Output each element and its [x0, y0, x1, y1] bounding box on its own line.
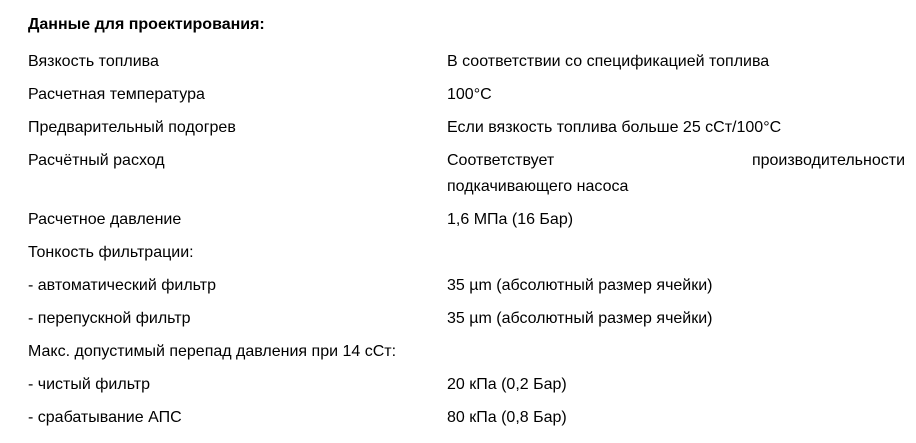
spec-value: 20 кПа (0,2 Бар): [447, 376, 567, 393]
spec-value: 100°C: [447, 86, 492, 103]
spec-label: Тонкость фильтрации:: [28, 244, 194, 261]
spec-row-clean-filter: [28, 372, 905, 398]
spec-label: Расчётный расход: [28, 152, 165, 169]
spec-label: - перепускной фильтр: [28, 310, 191, 327]
spec-row-filtration-fineness-header: [28, 240, 905, 266]
spec-label: Расчетное давление: [28, 211, 182, 228]
spec-value: 35 µm (абсолютный размер ячейки): [447, 310, 713, 327]
spec-value: [447, 240, 905, 266]
spec-value: [447, 339, 905, 365]
spec-label: - срабатывание АПС: [28, 409, 182, 426]
spec-value: [447, 148, 905, 200]
spec-row-fuel-viscosity: [28, 49, 905, 75]
spec-label: Вязкость топлива: [28, 53, 159, 70]
spec-value: 1,6 МПа (16 Бар): [447, 211, 574, 228]
spec-value-line2: подкачивающего насоса: [447, 178, 629, 195]
spec-row-design-temperature: [28, 82, 905, 108]
spec-row-preheating: [28, 115, 905, 141]
spec-label: Макс. допустимый перепад давления при 14 сСт:: [28, 343, 397, 360]
spec-row-automatic-filter: [28, 273, 905, 299]
spec-row-max-pressure-drop-header: [28, 339, 905, 365]
spec-label: Предварительный подогрев: [28, 119, 236, 136]
spec-value-word: Соответствует: [447, 152, 555, 169]
spec-value-justified-line: [447, 148, 905, 174]
spec-row-design-pressure: [28, 207, 905, 233]
spec-value: 80 кПа (0,8 Бар): [447, 409, 567, 426]
spec-row-design-flow: [28, 148, 905, 200]
spec-value: В соответствии со спецификацией топлива: [447, 53, 770, 70]
spec-label: - автоматический фильтр: [28, 277, 216, 294]
spec-label: - чистый фильтр: [28, 376, 151, 393]
spec-label: Расчетная температура: [28, 86, 205, 103]
spec-value: 35 µm (абсолютный размер ячейки): [447, 277, 713, 294]
spec-row-alarm-trigger: [28, 405, 905, 431]
spec-value-word: производительности: [751, 152, 905, 169]
section-title: Данные для проектирования:: [28, 16, 265, 33]
spec-row-bypass-filter: [28, 306, 905, 332]
spec-value: Если вязкость топлива больше 25 сСт/100°C: [447, 119, 782, 136]
